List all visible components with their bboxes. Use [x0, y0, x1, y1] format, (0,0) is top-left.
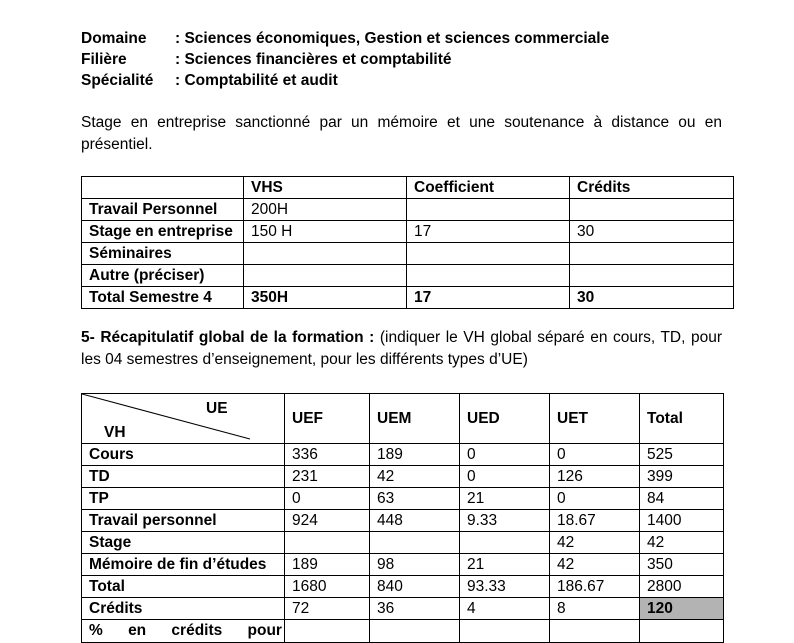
specialite-line [81, 70, 338, 91]
corner-ue-label: UE [206, 400, 228, 417]
table-cell: 126 [550, 466, 640, 488]
table-cell: 30 [570, 221, 734, 243]
table-cell: 350H [244, 287, 407, 309]
cut-word: crédits [171, 622, 223, 639]
table-cell: 17 [407, 221, 570, 243]
table-cell [285, 532, 370, 554]
table-header-cell: UED [460, 394, 550, 444]
table-row [82, 598, 724, 620]
section5-title: 5- Récapitulatif global de la formation : [81, 329, 375, 346]
table-cell: 42 [550, 554, 640, 576]
row-label: Total [82, 576, 285, 598]
filiere-label: Filière [81, 51, 127, 68]
filiere-line [81, 49, 452, 70]
table-cell: 840 [370, 576, 460, 598]
table-header-cell: VHS [244, 177, 407, 199]
table-cell: 189 [285, 554, 370, 576]
table-cell: 2800 [640, 576, 724, 598]
table-cell: 448 [370, 510, 460, 532]
diagonal-header-cell [82, 394, 285, 444]
cut-word: pour [247, 622, 282, 639]
table-cell [570, 199, 734, 221]
table-cell: 186.67 [550, 576, 640, 598]
filiere-value: : Sciences financières et comptabilité [175, 51, 452, 68]
corner-vh-label: VH [104, 424, 126, 441]
table-cell: 8 [550, 598, 640, 620]
table-cell: 36 [370, 598, 460, 620]
table-row [82, 199, 734, 221]
row-label: Stage [82, 532, 285, 554]
table-cell: 17 [407, 287, 570, 309]
table-cell: 18.67 [550, 510, 640, 532]
domaine-value: : Sciences économiques, Gestion et sciences commerciale [175, 30, 610, 47]
row-label: Cours [82, 444, 285, 466]
table-cell: 42 [370, 466, 460, 488]
table-header-cell: UET [550, 394, 640, 444]
total-credits-cell: 120 [640, 598, 724, 620]
table-cell: 4 [460, 598, 550, 620]
row-label: Travail Personnel [82, 199, 244, 221]
cut-row-label [89, 620, 284, 642]
table-cell [244, 265, 407, 287]
table-cell: 1400 [640, 510, 724, 532]
table-cell: 189 [370, 444, 460, 466]
table-cell: 0 [460, 444, 550, 466]
table-row [82, 221, 734, 243]
table-cell [407, 199, 570, 221]
table-cell [570, 243, 734, 265]
table-cell [407, 243, 570, 265]
table-cell: 525 [640, 444, 724, 466]
table-cell [370, 532, 460, 554]
table-row [82, 488, 724, 510]
specialite-value: : Comptabilité et audit [175, 72, 338, 89]
row-label: Total Semestre 4 [82, 287, 244, 309]
table-header-cell: Coefficient [407, 177, 570, 199]
table-header-cell: UEM [370, 394, 460, 444]
table-row-total [82, 287, 734, 309]
table-cell: 93.33 [460, 576, 550, 598]
table-cell [244, 243, 407, 265]
domaine-label: Domaine [81, 30, 147, 47]
table-cell: 200H [244, 199, 407, 221]
table-cell: 9.33 [460, 510, 550, 532]
table-cell: 0 [550, 488, 640, 510]
table-cell [407, 265, 570, 287]
cut-word: % [89, 622, 103, 639]
row-label: Travail personnel [82, 510, 285, 532]
table-row [82, 554, 724, 576]
table-row [82, 466, 724, 488]
intro-paragraph: Stage en entreprise sanctionné par un mémoire et une soutenance à distance ou en présentiel. [81, 114, 722, 153]
row-label: Stage en entreprise [82, 221, 244, 243]
row-label: Crédits [82, 598, 285, 620]
row-label: Séminaires [82, 243, 244, 265]
table-cell: 350 [640, 554, 724, 576]
table-cell [570, 265, 734, 287]
table-header-row [82, 177, 734, 199]
table-row [82, 532, 724, 554]
cut-word: en [128, 622, 147, 639]
table-header-cell: UEF [285, 394, 370, 444]
table-row-partial [82, 620, 724, 643]
table-cell: 924 [285, 510, 370, 532]
table-cell: 63 [370, 488, 460, 510]
semester4-table [81, 176, 734, 309]
table-cell: 21 [460, 488, 550, 510]
table-row [82, 444, 724, 466]
table-header-cell: Total [640, 394, 724, 444]
table-cell: 150 H [244, 221, 407, 243]
table-header-cell [82, 177, 244, 199]
table-cell: 21 [460, 554, 550, 576]
table-header-cell: Crédits [570, 177, 734, 199]
table-row [82, 265, 734, 287]
specialite-label: Spécialité [81, 72, 154, 89]
table-cell: 98 [370, 554, 460, 576]
table-cell: 84 [640, 488, 724, 510]
row-label: Mémoire de fin d’études [82, 554, 285, 576]
row-label: TD [82, 466, 285, 488]
table-cell [550, 620, 640, 643]
table-cell [460, 532, 550, 554]
table-cell: 72 [285, 598, 370, 620]
table-cell: 30 [570, 287, 734, 309]
table-cell: 336 [285, 444, 370, 466]
table-cell: 0 [550, 444, 640, 466]
table-cell: 1680 [285, 576, 370, 598]
table-cell: 42 [640, 532, 724, 554]
section5-note: (indiquer le VH global séparé en cours, TD, pour les 04 semestres d’enseignement, pour les différents types d’UE) [81, 329, 722, 368]
table-cell: 0 [460, 466, 550, 488]
domaine-line [81, 28, 609, 49]
table-cell [370, 620, 460, 643]
table-row [82, 510, 724, 532]
table-cell: 231 [285, 466, 370, 488]
table-cell [460, 620, 550, 643]
row-label [82, 620, 285, 643]
row-label: TP [82, 488, 285, 510]
section5-paragraph [81, 327, 722, 370]
row-label: Autre (préciser) [82, 265, 244, 287]
table-cell [640, 620, 724, 643]
table-cell: 0 [285, 488, 370, 510]
table-cell [285, 620, 370, 643]
global-recap-table [81, 393, 724, 643]
table-cell: 42 [550, 532, 640, 554]
table-row [82, 243, 734, 265]
table-cell: 399 [640, 466, 724, 488]
table-row [82, 576, 724, 598]
table-header-row [82, 394, 724, 444]
